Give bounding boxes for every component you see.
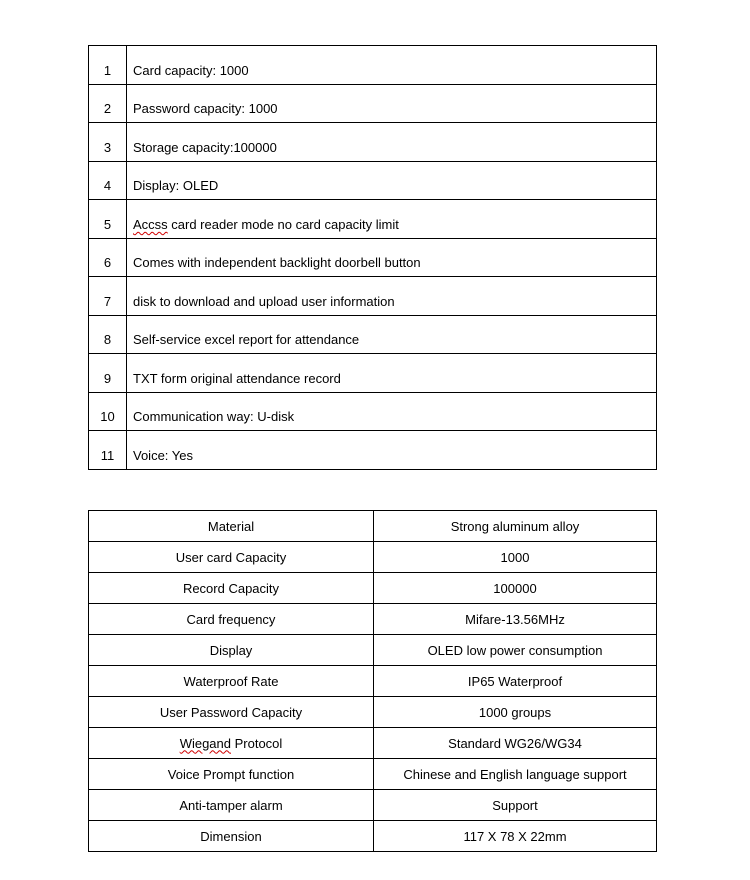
spec-name: Card frequency: [89, 604, 374, 635]
feature-number: 1: [89, 46, 127, 85]
spec-name: [89, 728, 374, 759]
spec-value: Mifare-13.56MHz: [374, 604, 657, 635]
spec-value: OLED low power consumption: [374, 635, 657, 666]
table-row: [89, 666, 657, 697]
spec-name: Anti-tamper alarm: [89, 790, 374, 821]
feature-text: TXT form original attendance record: [127, 354, 657, 393]
spec-name: Material: [89, 511, 374, 542]
feature-number: 10: [89, 392, 127, 431]
table-row: [89, 728, 657, 759]
table-row: [89, 392, 657, 431]
feature-number: 4: [89, 161, 127, 200]
spec-name: Voice Prompt function: [89, 759, 374, 790]
table-row: [89, 123, 657, 162]
spellcheck-word: Wiegand: [179, 735, 231, 751]
feature-number: 3: [89, 123, 127, 162]
table-row: [89, 790, 657, 821]
feature-number: 11: [89, 431, 127, 470]
spec-name: Display: [89, 635, 374, 666]
table-row: [89, 238, 657, 277]
feature-text: disk to download and upload user information: [127, 277, 657, 316]
spec-value: Chinese and English language support: [374, 759, 657, 790]
spec-name: User card Capacity: [89, 542, 374, 573]
table-row: [89, 604, 657, 635]
spec-value: 1000 groups: [374, 697, 657, 728]
feature-text: Communication way: U-disk: [127, 392, 657, 431]
feature-number: 5: [89, 200, 127, 239]
table-row: [89, 315, 657, 354]
table-row: [89, 354, 657, 393]
table-row: [89, 200, 657, 239]
table-row: [89, 84, 657, 123]
spec-name: Record Capacity: [89, 573, 374, 604]
feature-text: Storage capacity:100000: [127, 123, 657, 162]
feature-text: Voice: Yes: [127, 431, 657, 470]
table-row: [89, 697, 657, 728]
feature-number: 7: [89, 277, 127, 316]
feature-text: Display: OLED: [127, 161, 657, 200]
table-row: [89, 431, 657, 470]
feature-number: 8: [89, 315, 127, 354]
spec-name: User Password Capacity: [89, 697, 374, 728]
spec-value: Strong aluminum alloy: [374, 511, 657, 542]
feature-text-rest: card reader mode no card capacity limit: [167, 216, 399, 232]
feature-number: 9: [89, 354, 127, 393]
feature-text: Password capacity: 1000: [127, 84, 657, 123]
table-row: [89, 161, 657, 200]
table-row: [89, 573, 657, 604]
spec-value: 100000: [374, 573, 657, 604]
table-row: [89, 821, 657, 852]
spec-value: 117 X 78 X 22mm: [374, 821, 657, 852]
feature-text: [127, 200, 657, 239]
spec-value: 1000: [374, 542, 657, 573]
feature-text: Comes with independent backlight doorbell button: [127, 238, 657, 277]
spec-value: Standard WG26/WG34: [374, 728, 657, 759]
table-row: [89, 277, 657, 316]
table-row: [89, 635, 657, 666]
specs-table: [88, 510, 657, 852]
spec-value: Support: [374, 790, 657, 821]
feature-number: 2: [89, 84, 127, 123]
table-row: [89, 759, 657, 790]
spec-name: Dimension: [89, 821, 374, 852]
table-row: [89, 511, 657, 542]
table-row: [89, 542, 657, 573]
feature-number: 6: [89, 238, 127, 277]
spec-name: Waterproof Rate: [89, 666, 374, 697]
spec-name-rest: Protocol: [231, 735, 283, 751]
features-table: [88, 45, 657, 470]
feature-text: Self-service excel report for attendance: [127, 315, 657, 354]
table-row: [89, 46, 657, 85]
spellcheck-word: Accss: [133, 216, 168, 232]
feature-text: Card capacity: 1000: [127, 46, 657, 85]
spec-value: IP65 Waterproof: [374, 666, 657, 697]
